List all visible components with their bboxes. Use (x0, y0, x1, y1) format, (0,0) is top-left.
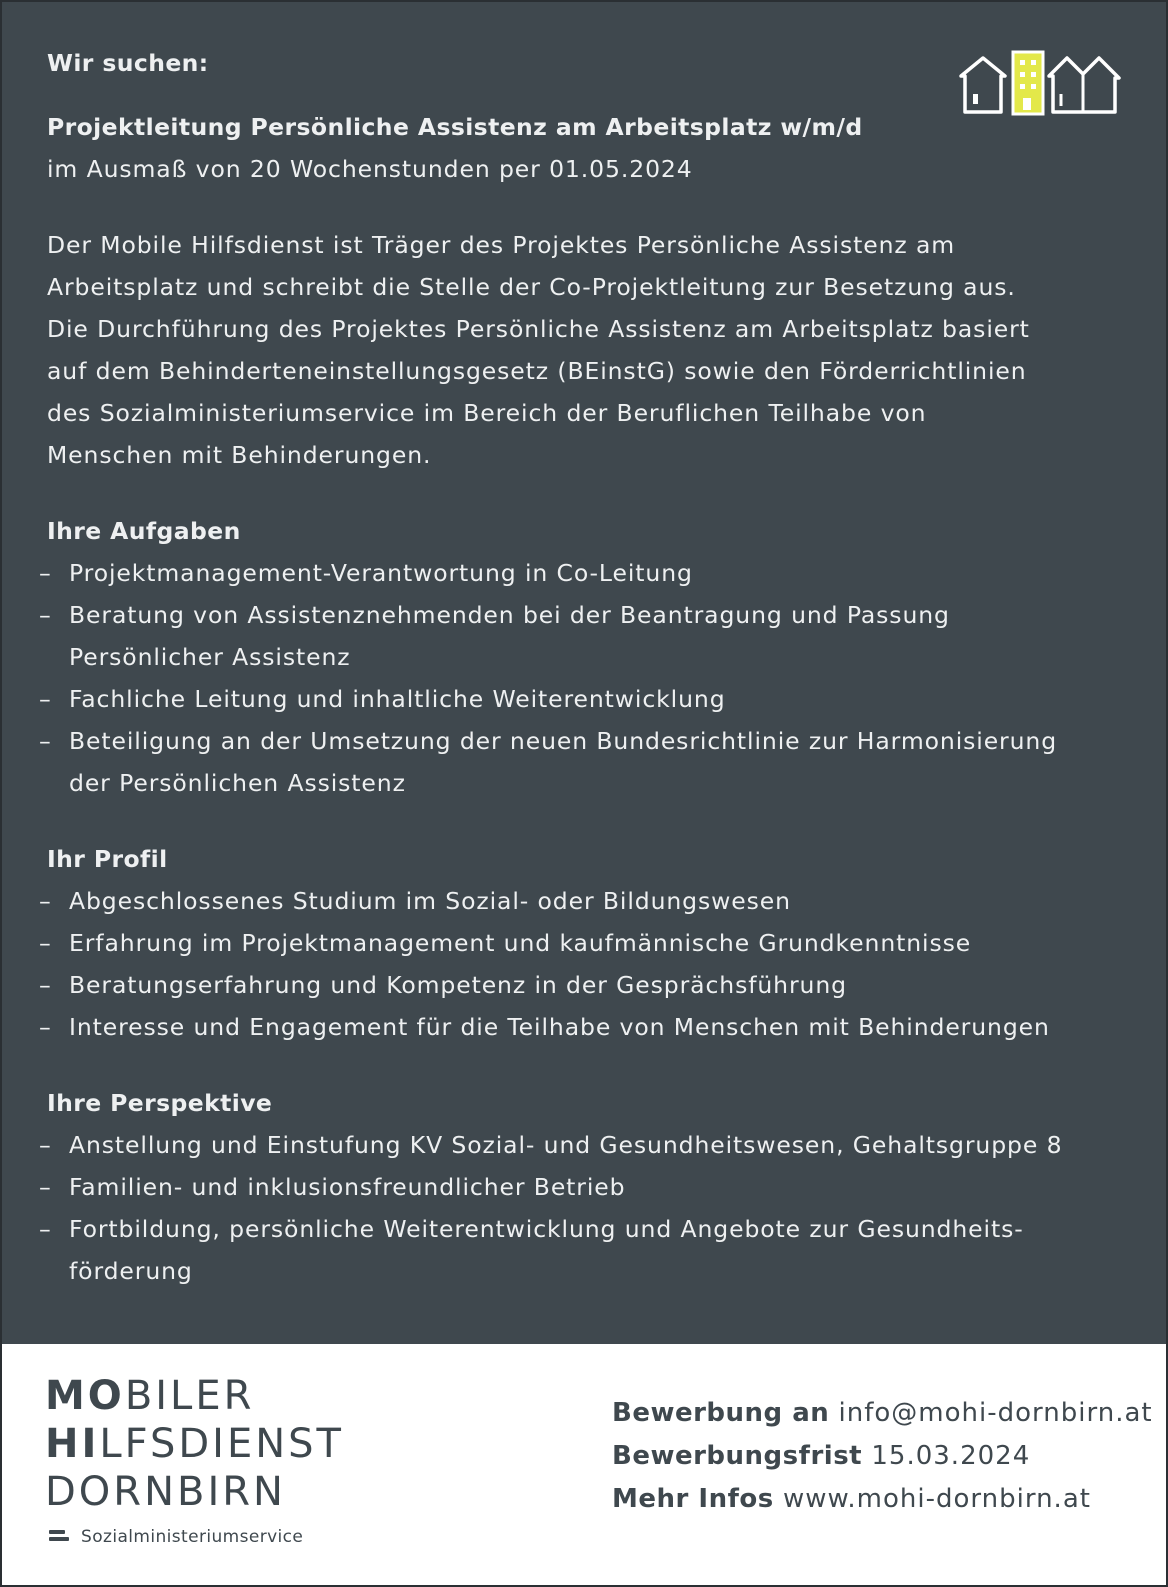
contact-block (612, 1392, 1153, 1521)
contact-bewerbung (612, 1392, 1153, 1435)
list-item (47, 964, 1127, 1006)
list-item-text: – Erfahrung im Projektmanagement und kaufmännische Grundkenntnisse (69, 929, 972, 957)
list-item (47, 1006, 1127, 1048)
contact-frist (612, 1435, 1153, 1478)
contact-label: Mehr Infos (612, 1484, 774, 1514)
list-item (47, 552, 1127, 594)
list-item (47, 720, 1127, 804)
description-line: Der Mobile Hilfsdienst ist Träger des Projektes Persönliche Assistenz am (47, 231, 956, 259)
section-heading-aufgaben: Ihre Aufgaben (47, 517, 241, 545)
list-item-text: – Familien- und inklusionsfreundlicher Betrieb (69, 1173, 626, 1201)
job-title: Projektleitung Persönliche Assistenz am Arbeitsplatz w/m/d (47, 113, 863, 141)
list-item (47, 1166, 1127, 1208)
profil-list (47, 880, 1127, 1048)
list-item-text: förderung (69, 1257, 193, 1285)
sozialministerium-icon (49, 1530, 69, 1544)
list-item-text: – Projektmanagement-Verantwortung in Co-Leitung (69, 559, 693, 587)
ad-body (47, 42, 1127, 1292)
brand-rest: LFSDIENST (99, 1421, 344, 1467)
list-item (47, 1124, 1127, 1166)
job-subtitle: im Ausmaß von 20 Wochenstunden per 01.05.2024 (47, 155, 693, 183)
aufgaben-list (47, 552, 1127, 804)
content-panel (2, 2, 1166, 1344)
brand-line-1 (45, 1372, 344, 1420)
contact-label: Bewerbungsfrist (612, 1441, 863, 1471)
description-line: auf dem Behinderteneinstellungsgesetz (BEinstG) sowie den Förderrichtlinien (47, 357, 1027, 385)
list-item (47, 678, 1127, 720)
website-link[interactable]: www.mohi-dornbirn.at (783, 1484, 1091, 1514)
list-item-text: – Beteiligung an der Umsetzung der neuen Bundesrichtlinie zur Harmonisierung (69, 727, 1058, 755)
list-item-text: der Persönlichen Assistenz (69, 769, 406, 797)
contact-label: Bewerbung an (612, 1398, 830, 1428)
section-heading-perspektive: Ihre Perspektive (47, 1089, 273, 1117)
list-item-text: – Beratung von Assistenznehmenden bei der Beantragung und Passung (69, 601, 950, 629)
sozialministerium-label: Sozialministeriumservice (81, 1527, 304, 1547)
description-line: Die Durchführung des Projektes Persönliche Assistenz am Arbeitsplatz basiert (47, 315, 1030, 343)
list-item-text: – Beratungserfahrung und Kompetenz in der Gesprächsführung (69, 971, 847, 999)
list-item-text: – Interesse und Engagement für die Teilhabe von Menschen mit Behinderungen (69, 1013, 1050, 1041)
brand-line-2 (45, 1420, 344, 1468)
brand-bold: MO (45, 1373, 125, 1419)
contact-email-link[interactable]: info@mohi-dornbirn.at (838, 1398, 1153, 1428)
section-heading-profil: Ihr Profil (47, 845, 168, 873)
list-item-text: – Fachliche Leitung und inhaltliche Weiterentwicklung (69, 685, 726, 713)
list-item (47, 1208, 1127, 1292)
brand-rest: BILER (124, 1373, 255, 1419)
list-item-text: – Anstellung und Einstufung KV Sozial- und Gesundheitswesen, Gehaltsgruppe 8 (69, 1131, 1063, 1159)
list-item-text: – Abgeschlossenes Studium im Sozial- oder Bildungswesen (69, 887, 791, 915)
list-item (47, 594, 1127, 678)
description-line: des Sozialministeriumservice im Bereich der Beruflichen Teilhabe von (47, 399, 927, 427)
list-item-text: – Fortbildung, persönliche Weiterentwicklung und Angebote zur Gesundheits- (69, 1215, 1024, 1243)
brand-logo (45, 1372, 344, 1516)
description-line: Menschen mit Behinderungen. (47, 441, 432, 469)
brand-line-3: DORNBIRN (45, 1469, 286, 1515)
list-item (47, 880, 1127, 922)
perspektive-list (47, 1124, 1127, 1292)
list-item (47, 922, 1127, 964)
deadline-value: 15.03.2024 (871, 1441, 1031, 1471)
description (47, 224, 1127, 476)
contact-infos (612, 1478, 1153, 1521)
brand-bold: HI (45, 1421, 100, 1467)
intro-label: Wir suchen: (47, 49, 209, 77)
description-line: Arbeitsplatz und schreibt die Stelle der Co-Projektleitung zur Besetzung aus. (47, 273, 1016, 301)
footer (2, 1344, 1166, 1585)
list-item-text: Persönlicher Assistenz (69, 643, 351, 671)
sozialministerium-logo (49, 1527, 303, 1547)
